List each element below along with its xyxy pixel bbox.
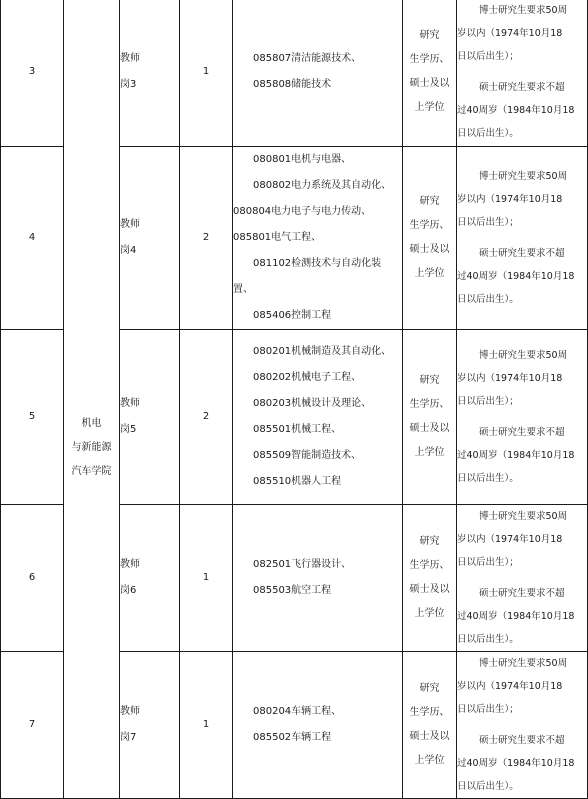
age-requirement-line: 硕士研究生要求不超	[479, 588, 565, 599]
age-requirement-line: 日以后出生）。	[457, 294, 519, 305]
age-requirement-line: 岁以内（1974年10月18	[457, 373, 563, 384]
age-requirement-line: 博士研究生要求50周	[479, 658, 568, 669]
row-number: 5	[28, 411, 36, 422]
major-line: 085509智能制造技术、	[253, 450, 362, 461]
college-name-line: 汽车学院	[71, 465, 112, 477]
post-name-line: 岗3	[120, 78, 137, 90]
major-line: 置、	[233, 284, 253, 295]
age-requirement-cell	[457, 652, 588, 799]
age-requirement-line: 过40周岁（1984年10月18	[457, 104, 575, 116]
row-number-cell	[1, 330, 64, 505]
paragraph-gap	[457, 234, 587, 242]
post-name-line: 岗4	[120, 245, 137, 256]
row-number: 7	[28, 719, 36, 730]
education-line: 研究	[419, 683, 440, 694]
post-cell	[120, 652, 180, 799]
age-requirement-line: 过40周岁（1984年10月18	[457, 271, 575, 282]
age-requirement-line: 日以后出生）。	[457, 634, 519, 645]
education-line: 研究	[419, 29, 440, 41]
major-line: 085801电气工程、	[233, 232, 322, 243]
post-name-line: 教师	[120, 706, 140, 717]
age-requirement-line: 岁以内（1974年10月18	[457, 534, 563, 545]
age-requirement-line: 日以后出生）；	[457, 217, 519, 228]
education-line: 上学位	[414, 755, 445, 766]
paragraph-gap	[457, 574, 587, 582]
education-cell	[403, 652, 457, 799]
age-requirement-line: 日以后出生）；	[457, 396, 519, 407]
education-line: 生学历、	[409, 399, 450, 410]
education-line: 生学历、	[409, 53, 450, 65]
education-line: 硕士及以	[409, 244, 450, 255]
major-line: 085501机械工程、	[253, 424, 342, 435]
major-line: 085807清洁能源技术、	[253, 52, 362, 64]
major-line: 085808储能技术	[253, 78, 332, 90]
headcount: 2	[202, 411, 210, 422]
post-cell	[120, 330, 180, 505]
age-requirement-line: 日以后出生）。	[457, 781, 519, 792]
age-requirement-line: 过40周岁（1984年10月18	[457, 450, 575, 461]
majors-cell	[233, 147, 403, 330]
headcount: 1	[202, 572, 210, 583]
row-number-cell	[1, 505, 64, 652]
row-number-cell	[1, 147, 64, 330]
education-line: 硕士及以	[409, 423, 450, 434]
paragraph-gap	[457, 68, 587, 76]
majors-cell	[233, 505, 403, 652]
age-requirement-line: 过40周岁（1984年10月18	[457, 611, 575, 622]
age-requirement-line: 博士研究生要求50周	[479, 511, 568, 522]
post-name-line: 教师	[120, 52, 140, 64]
major-line: 082501飞行器设计、	[253, 559, 352, 570]
age-requirement-line: 日以后出生）。	[457, 127, 519, 139]
post-name-line: 教师	[120, 219, 140, 230]
post-cell	[120, 0, 180, 147]
education-line: 生学历、	[409, 560, 450, 571]
headcount-cell	[180, 505, 233, 652]
education-line: 硕士及以	[409, 77, 450, 89]
major-line: 080804电力电子与电力传动、	[233, 206, 372, 217]
row-number: 6	[28, 572, 36, 583]
college-cell	[64, 0, 120, 799]
age-requirement-line: 日以后出生）；	[457, 50, 519, 62]
table-body	[1, 0, 588, 799]
majors-cell	[233, 652, 403, 799]
age-requirement-line: 硕士研究生要求不超	[479, 81, 565, 93]
headcount-cell	[180, 652, 233, 799]
paragraph-gap	[457, 413, 587, 421]
education-line: 研究	[419, 375, 440, 386]
college-name-line: 机电	[81, 417, 102, 429]
age-requirement-line: 博士研究生要求50周	[479, 171, 568, 182]
major-line: 080204车辆工程、	[253, 706, 342, 717]
age-requirement-cell	[457, 330, 588, 505]
headcount-cell	[180, 0, 233, 147]
post-name-line: 教师	[120, 398, 140, 409]
row-number: 3	[28, 65, 36, 77]
education-line: 上学位	[414, 268, 445, 279]
age-requirement-line: 日以后出生）；	[457, 557, 519, 568]
education-line: 生学历、	[409, 220, 450, 231]
headcount-cell	[180, 330, 233, 505]
age-requirement-line: 博士研究生要求50周	[479, 350, 568, 361]
age-requirement-line: 日以后出生）；	[457, 704, 519, 715]
row-number: 4	[28, 232, 36, 243]
headcount-cell	[180, 147, 233, 330]
education-line: 上学位	[414, 608, 445, 619]
education-cell	[403, 330, 457, 505]
college-name	[64, 412, 119, 484]
majors-cell	[233, 330, 403, 505]
college-name-line: 与新能源	[71, 441, 112, 453]
education-line: 研究	[419, 536, 440, 547]
post-name-line: 教师	[120, 559, 140, 570]
row-number-cell	[1, 652, 64, 799]
major-line: 081102检测技术与自动化装	[253, 258, 382, 269]
headcount: 1	[202, 65, 210, 77]
paragraph-gap	[457, 721, 587, 729]
major-line: 080203机械设计及理论、	[253, 398, 372, 409]
age-requirement-cell	[457, 0, 588, 147]
headcount: 2	[202, 232, 210, 243]
education-line: 上学位	[414, 447, 445, 458]
age-requirement-line: 日以后出生）。	[457, 473, 519, 484]
major-line: 085510机器人工程	[253, 476, 342, 487]
post-cell	[120, 147, 180, 330]
post-name-line: 岗5	[120, 424, 137, 435]
age-requirement-line: 过40周岁（1984年10月18	[457, 758, 575, 769]
major-line: 080202机械电子工程、	[253, 372, 362, 383]
major-line: 080801电机与电器、	[253, 154, 352, 165]
table-row	[1, 0, 588, 147]
age-requirement-line: 硕士研究生要求不超	[479, 427, 565, 438]
age-requirement-line: 岁以内（1974年10月18	[457, 681, 563, 692]
major-line: 080201机械制造及其自动化、	[253, 346, 392, 357]
major-line: 080802电力系统及其自动化、	[253, 180, 392, 191]
major-line: 085406控制工程	[253, 310, 332, 321]
education-line: 上学位	[414, 101, 445, 113]
majors-cell	[233, 0, 403, 147]
post-name-line: 岗6	[120, 585, 137, 596]
education-line: 研究	[419, 196, 440, 207]
post-cell	[120, 505, 180, 652]
headcount: 1	[202, 719, 210, 730]
major-line: 085503航空工程	[253, 585, 332, 596]
age-requirement-cell	[457, 147, 588, 330]
education-line: 硕士及以	[409, 584, 450, 595]
education-cell	[403, 0, 457, 147]
education-line: 生学历、	[409, 707, 450, 718]
age-requirement-line: 博士研究生要求50周	[479, 4, 568, 16]
post-name-line: 岗7	[120, 732, 137, 743]
age-requirement-line: 硕士研究生要求不超	[479, 735, 565, 746]
row-number-cell	[1, 0, 64, 147]
major-line: 085502车辆工程	[253, 732, 332, 743]
age-requirement-line: 岁以内（1974年10月18	[457, 194, 563, 205]
education-line: 硕士及以	[409, 731, 450, 742]
education-cell	[403, 147, 457, 330]
age-requirement-cell	[457, 505, 588, 652]
age-requirement-line: 岁以内（1974年10月18	[457, 27, 563, 39]
education-cell	[403, 505, 457, 652]
age-requirement-line: 硕士研究生要求不超	[479, 248, 565, 259]
